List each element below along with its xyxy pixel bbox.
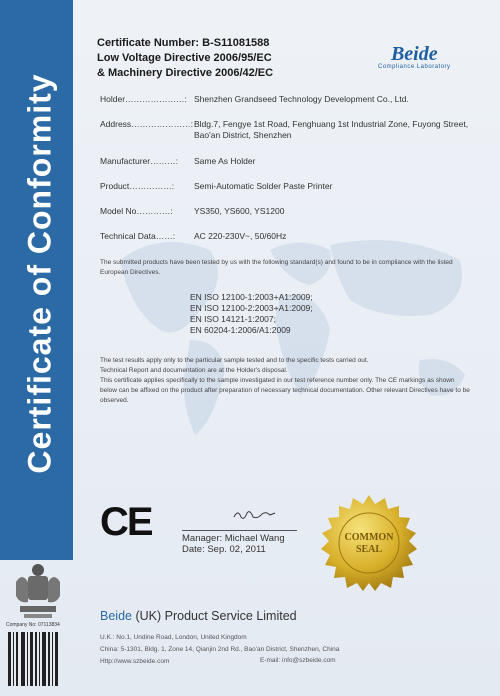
field-value: Bldg.7, Fengye 1st Road, Fenghuang 1st Industrial Zone, Fuyong Street, Bao'an District, Shenzhen [194, 119, 469, 140]
gold-seal-icon [320, 494, 418, 592]
beide-logo [378, 44, 451, 70]
standard-item: EN ISO 12100-1:2003+A1:2009; [190, 292, 313, 302]
seal-text-seal: SEAL [355, 544, 383, 555]
note-line: Technical Report and documentation are at the Holder's disposal. [100, 367, 288, 374]
logo-name: Beide [390, 43, 438, 65]
directive-machinery: & Machinery Directive 2006/42/EC [97, 67, 274, 79]
standard-item: EN ISO 14121-1:2007; [190, 314, 277, 324]
signature-scribble [232, 505, 277, 523]
signature-date: Date: Sep. 02, 2011 [182, 544, 266, 555]
field-label: Address…………………: [100, 119, 194, 129]
signature-block [182, 530, 297, 555]
sidebar-title: Certificate of Conformity [21, 73, 58, 474]
certificate-notes [100, 356, 470, 406]
note-line: This certificate applies specifically to the sample investigated in our test reference number only. The CE markings as shown below can be affixed on the product after preparation of necessary technical documentation. Other relevant Directives have to be observed. [100, 377, 470, 404]
directive-low-voltage: Low Voltage Directive 2006/95/EC [97, 52, 272, 64]
field-value: Same As Holder [194, 156, 256, 166]
field-label: Product……………: [100, 181, 175, 191]
footer-company [100, 609, 297, 623]
certificate-header [97, 36, 273, 81]
footer-company-name: (UK) Product Service Limited [131, 609, 297, 623]
sidebar-band [0, 0, 73, 560]
standard-item: EN ISO 12100-2:2003+A1:2009; [190, 303, 313, 313]
standards-list [190, 292, 313, 336]
field-label: Model No…………: [100, 206, 173, 216]
barcode-icon [4, 630, 64, 692]
field-value: Semi-Automatic Solder Paste Printer [194, 181, 333, 191]
field-value: AC 220-230V~, 50/60Hz [194, 231, 287, 241]
field-label: Manufacturer………: [100, 156, 178, 166]
field-label: Technical Data……: [100, 231, 176, 241]
note-line: The test results apply only to the particular sample tested and to the specific tests carried out. [100, 357, 369, 364]
address-uk: U.K.: No.1, Undine Road, London, United Kingdom [100, 634, 247, 641]
certificate-number: Certificate Number: B-S11081588 [97, 37, 270, 49]
field-value: YS350, YS600, YS1200 [194, 206, 285, 216]
standard-item: EN 60204-1:2006/A1:2009 [190, 325, 291, 335]
company-number: Company No: 07113834 [6, 622, 60, 628]
field-label: Holder…………………: [100, 94, 187, 104]
logo-subtitle: Compliance Laboratory [378, 64, 451, 70]
standards-intro: The submitted products have been tested by us with the following standard(s) and found to be in compliance with the listed European Directives. [100, 259, 453, 276]
footer-website: Http://www.szbeide.com [100, 658, 170, 665]
field-value: Shenzhen Grandseed Technology Development Co., Ltd. [194, 94, 409, 104]
ce-mark: CE [100, 500, 152, 544]
royal-crest-icon [10, 562, 66, 622]
seal-text-common: COMMON [344, 532, 394, 543]
footer-brand: Beide [100, 609, 132, 623]
address-china: China: 5-1301, Bldg. 1, Zone 14, Qianjin 2nd Rd., Bao'an District, Shenzhen, China [100, 646, 340, 653]
manager-name: Manager: Michael Wang [182, 530, 297, 544]
footer-email: E-mail: info@szbeide.com [260, 657, 336, 664]
